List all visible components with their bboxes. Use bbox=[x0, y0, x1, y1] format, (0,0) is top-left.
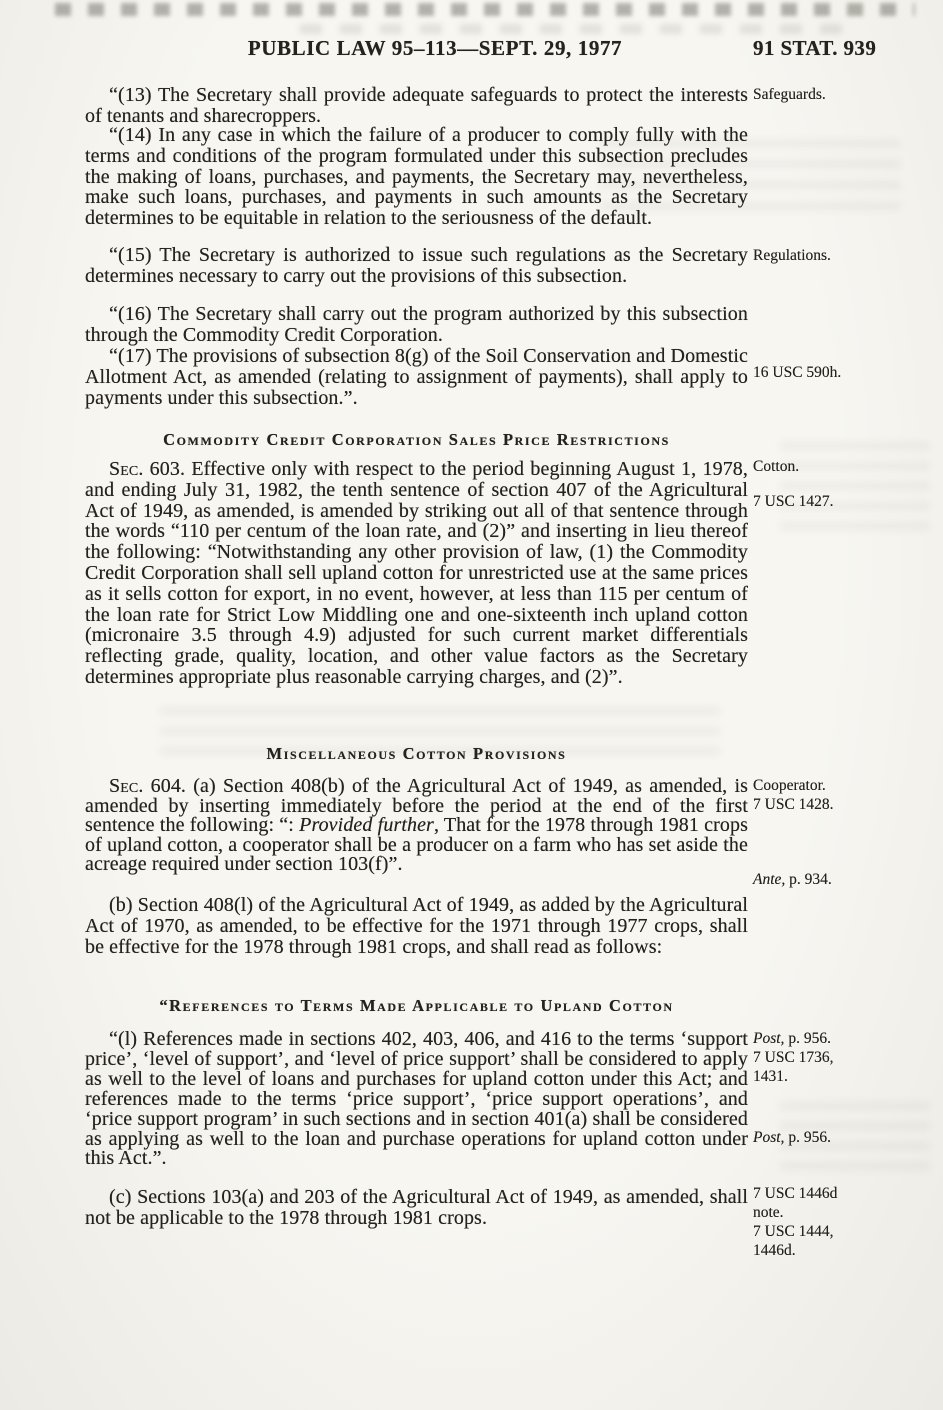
section-number: Sec. bbox=[109, 775, 144, 797]
paragraph-408l: “(l) References made in sections 402, 403, 406, and 416 to the terms ‘support price’, ‘level of support’, and ‘level of price support’ shall be considered to apply as well to the level of loans and purchases for upland cotton under this Act; and references made to the terms ‘price support’, ‘price support operations’, and ‘price support program’ in such sections and in section 401(a) shall be considered as applying as well to the loan and purchase operations for upland cotton under this Act.”. bbox=[85, 1028, 748, 1170]
section-604a-text-after: , That for the 1978 through 1981 crops of upland cotton, a cooperator shall be a producer on a farm who has set aside the acreage required under section 103(f)”. bbox=[85, 814, 748, 876]
stat-citation: 91 STAT. 939 bbox=[753, 36, 877, 60]
paragraph-604c: (c) Sections 103(a) and 203 of the Agricultural Act of 1949, as amended, shall not be applicable to the 1978 through 1981 crops. bbox=[85, 1186, 748, 1229]
paragraph-13: “(13) The Secretary shall provide adequate safeguards to protect the interests of tenants and sharecroppers. bbox=[85, 84, 748, 127]
section-603-paragraph bbox=[85, 459, 748, 688]
paragraph-14: “(14) In any case in which the failure of a producer to comply fully with the terms and conditions of the program formulated under this subsection precludes the making of loans, purchases, and payments, the Secretary may, nevertheless, make such loans, purchases, and payments in such amounts as the Secretary determines to be equitable in relation to the seriousness of the default. bbox=[85, 124, 748, 230]
margin-note-7-usc-1736: 7 USC 1736, 1431. bbox=[753, 1049, 834, 1085]
margin-note-7-usc-1428: 7 USC 1428. bbox=[753, 796, 834, 813]
paragraph-17: “(17) The provisions of subsection 8(g) of the Soil Conservation and Domestic Allotment Act, as amended (relating to assignment of payments), shall apply to payments under this subsection.”. bbox=[85, 345, 748, 409]
heading-ccc-sales-price-restrictions: Commodity Credit Corporation Sales Price Restrictions bbox=[163, 430, 670, 449]
scan-artifact bbox=[780, 440, 930, 530]
paragraph-16: “(16) The Secretary shall carry out the program authorized by this subsection through the Commodity Credit Corporation. bbox=[85, 303, 748, 346]
heading-references-upland-cotton: “References to Terms Made Applicable to Upland Cotton bbox=[159, 996, 674, 1015]
margin-note-safeguards: Safeguards. bbox=[753, 86, 826, 103]
margin-note-cooperator: Cooperator. bbox=[753, 777, 826, 794]
margin-note-ante-p-934: Ante, p. 934. bbox=[753, 871, 832, 888]
margin-note-7-usc-1427: 7 USC 1427. bbox=[753, 493, 834, 510]
margin-note-16-usc-590h: 16 USC 590h. bbox=[753, 364, 842, 381]
section-603-text: 603. Effective only with respect to the period beginning August 1, 1978, and ending July 31, 1982, the tenth sentence of section 407 of the Agricultural Act of 1949, as amended, is amended by striking out all of that sentence through the words “110 per centum of the loan rate, and (2)” and inserting in lieu thereof the following: “Notwithstanding any other provision of law, (1) the Commodity Credit Corporation shall sell upland cotton for unrestricted use at the same prices as it sells cotton for export, in no event, however, at less than 115 per centum of the loan rate for Strict Low Middling one and one-sixteenth inch upland cotton (micronaire 3.5 through 4.9) adjusted for such current market differentials reflecting grade, quality, location, and other value factors as the Secretary determines appropriate plus reasonable carrying charges, and (2)”. bbox=[85, 458, 748, 688]
margin-note-7-usc-1446d-note: 7 USC 1446d note. bbox=[753, 1185, 838, 1221]
margin-note-post-p-956: Post, p. 956. bbox=[753, 1030, 831, 1047]
margin-note-regulations: Regulations. bbox=[753, 247, 831, 264]
margin-note-post-p-956-2: Post, p. 956. bbox=[753, 1129, 831, 1146]
paragraph-15: “(15) The Secretary is authorized to issue such regulations as the Secretary determines necessary to carry out the provisions of this subsection. bbox=[85, 244, 748, 287]
section-number: Sec. bbox=[109, 458, 144, 480]
scan-artifact bbox=[300, 24, 860, 34]
heading-miscellaneous-cotton-provisions: Miscellaneous Cotton Provisions bbox=[266, 744, 567, 763]
section-604a-text: 604. (a) Section 408(b) of the Agricultural Act of 1949, as amended, is amended by inserting immediately before the period at the end of the first sentence the following: “: bbox=[85, 775, 748, 837]
section-604a-paragraph bbox=[85, 777, 748, 875]
scan-artifact bbox=[55, 3, 915, 16]
running-head-title: PUBLIC LAW 95–113—SEPT. 29, 1977 bbox=[247, 36, 623, 60]
paragraph-604b: (b) Section 408(l) of the Agricultural Act of 1949, as added by the Agricultural Act of 1970, as amended, to be effective for the 1971 through 1977 crops, shall be effective for the 1978 through 1981 crops, and shall read as follows: bbox=[85, 894, 748, 958]
margin-note-7-usc-1444: 7 USC 1444, 1446d. bbox=[753, 1223, 834, 1259]
margin-note-cotton: Cotton. bbox=[753, 458, 800, 475]
provided-further-italic: Provided further bbox=[299, 814, 434, 837]
